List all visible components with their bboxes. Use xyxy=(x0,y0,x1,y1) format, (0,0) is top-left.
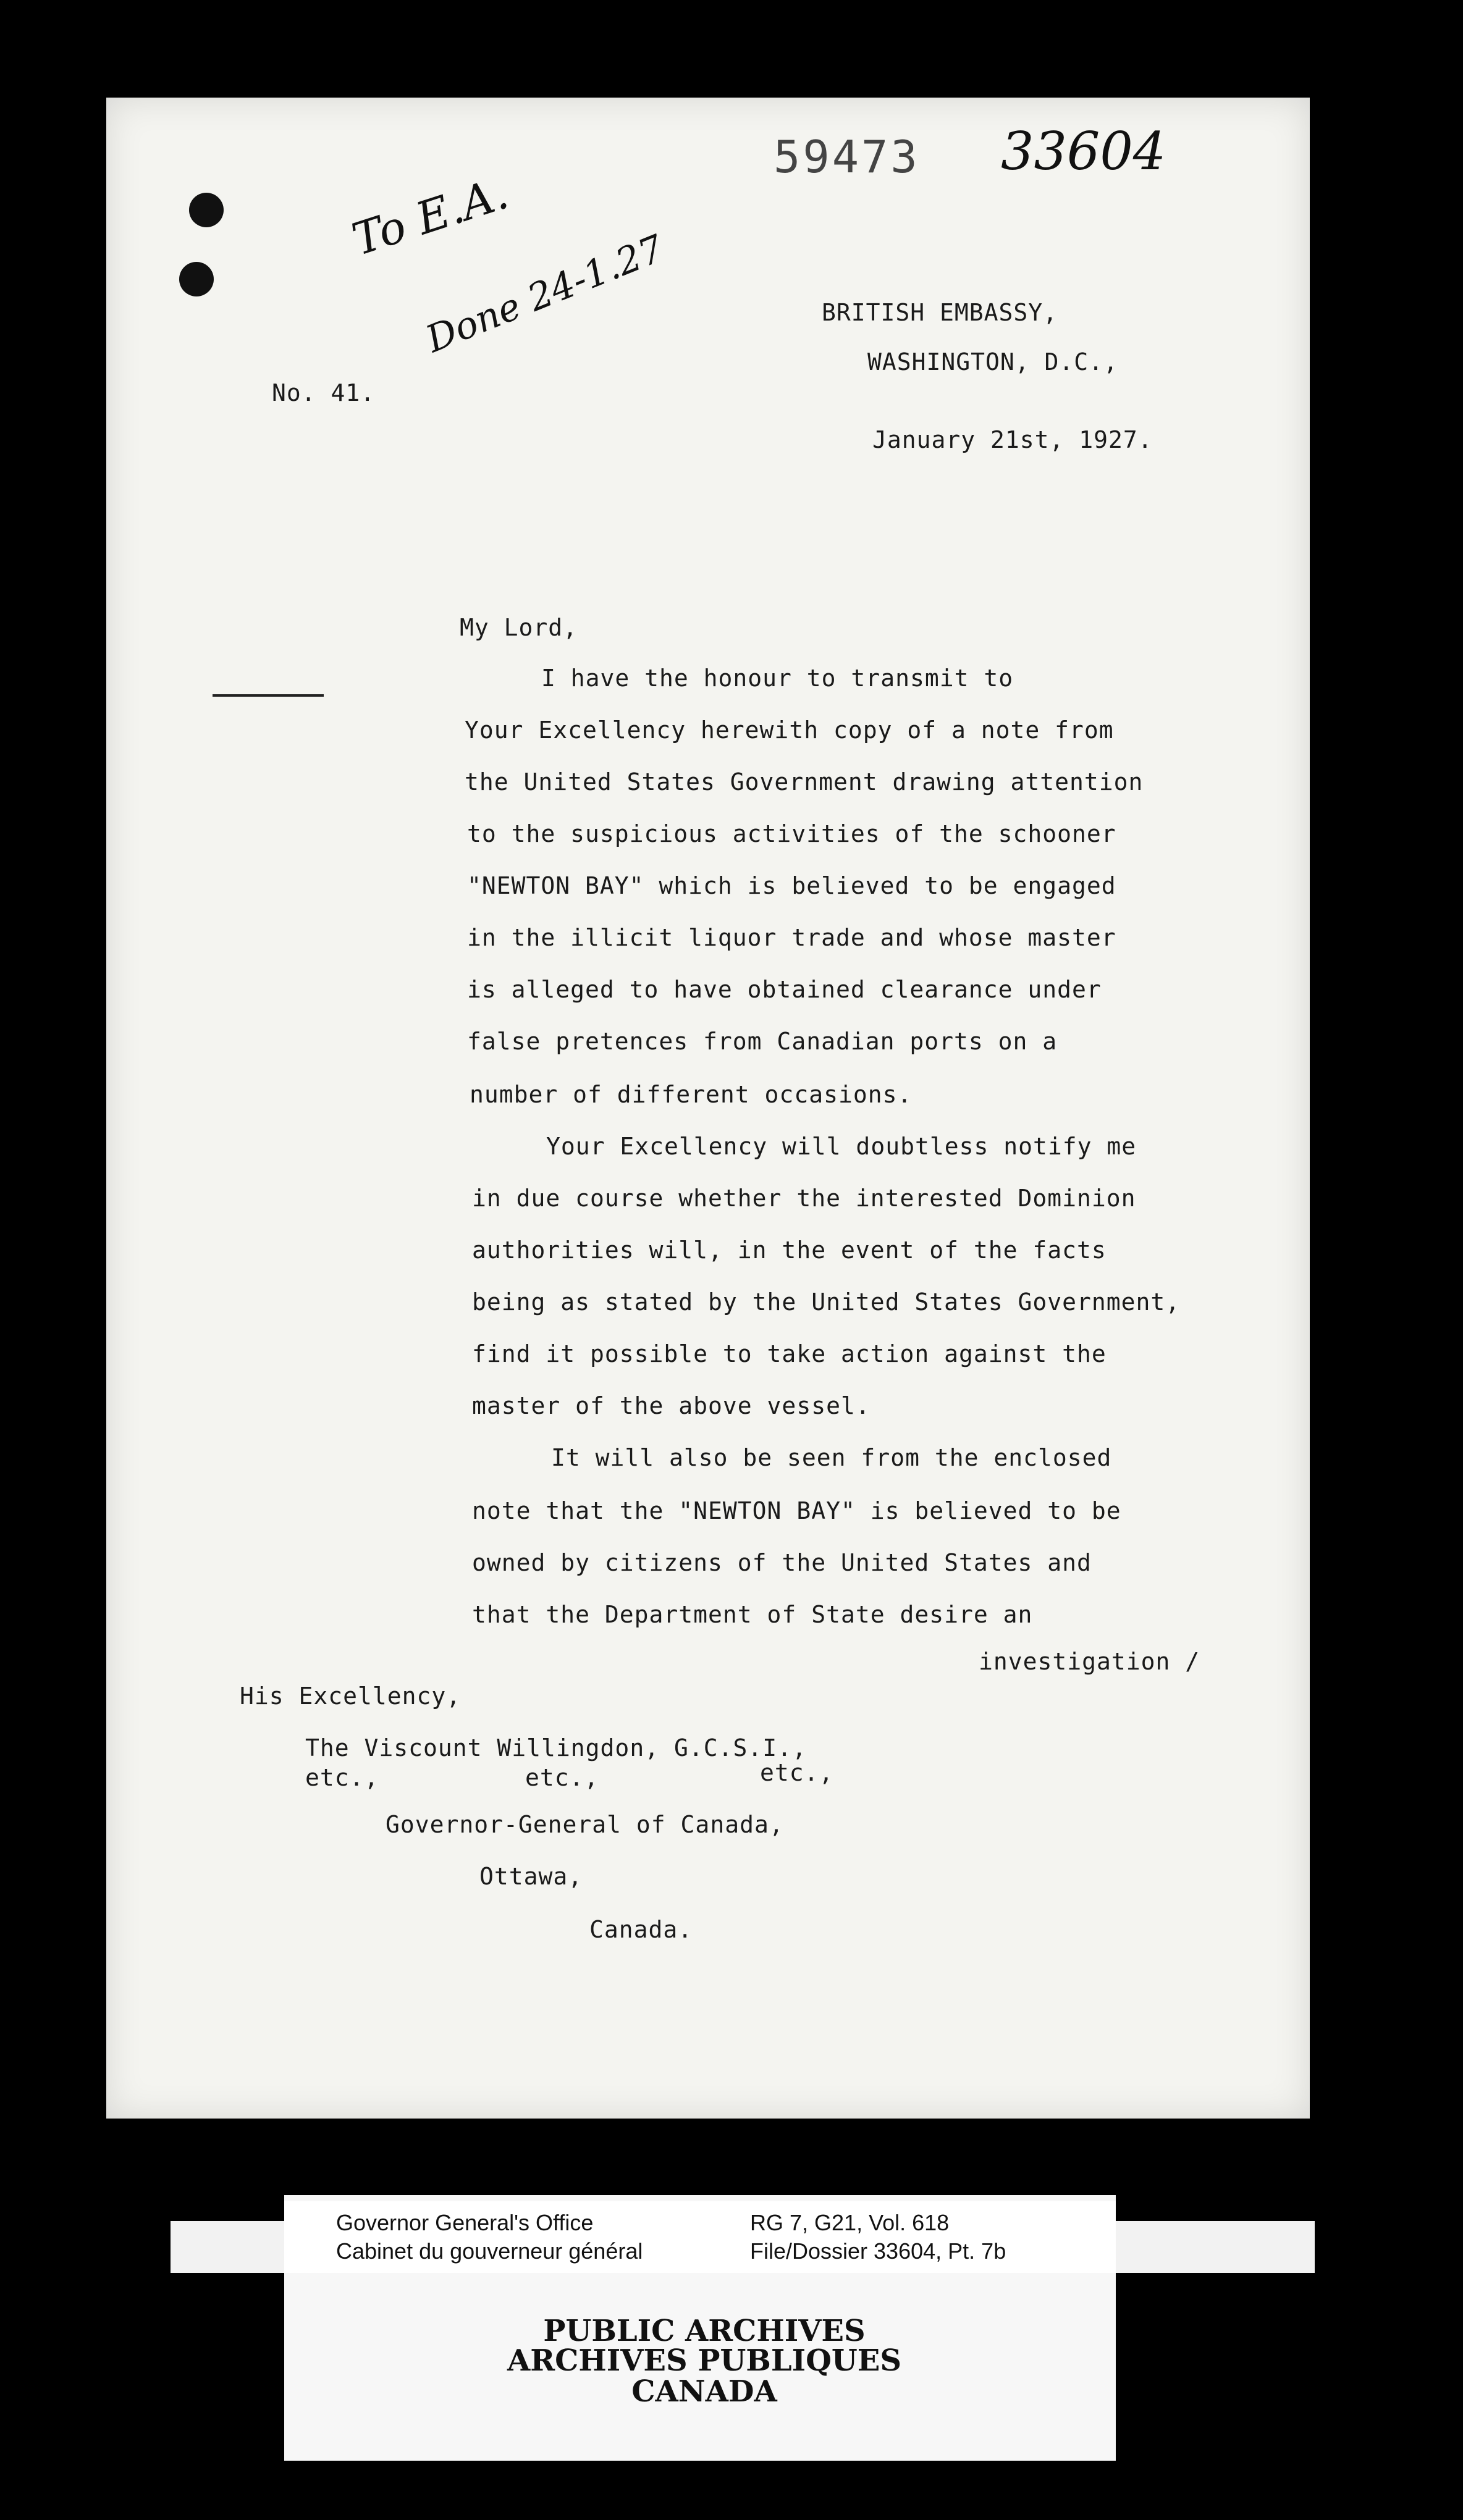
body-line: Your Excellency will doubtless notify me xyxy=(546,1133,1137,1160)
archives-title-en: PUBLIC ARCHIVES xyxy=(543,2314,866,2348)
addressee-office: Governor-General of Canada, xyxy=(386,1811,784,1838)
archive-file: File/Dossier 33604, Pt. 7b xyxy=(750,2238,1006,2264)
body-line: that the Department of State desire an xyxy=(472,1601,1033,1628)
body-line: the United States Government drawing attention xyxy=(465,768,1144,796)
handwritten-file-number: 33604 xyxy=(1001,121,1166,182)
body-line: to the suspicious activities of the schooner xyxy=(467,820,1116,847)
archive-office-fr: Cabinet du gouverneur général xyxy=(336,2238,643,2264)
addressee-name: The Viscount Willingdon, G.C.S.I., xyxy=(305,1734,807,1762)
salutation: My Lord, xyxy=(460,614,578,641)
addressee-country: Canada. xyxy=(589,1916,693,1943)
body-line: Your Excellency herewith copy of a note from xyxy=(465,716,1114,744)
body-line: note that the "NEWTON BAY" is believed to be xyxy=(472,1497,1121,1524)
punch-hole xyxy=(179,262,214,296)
handwritten-note-done: Done 24-1.27 xyxy=(420,227,670,361)
punch-hole xyxy=(189,193,224,227)
catchword: investigation / xyxy=(979,1648,1200,1675)
body-line: in due course whether the interested Dominion xyxy=(472,1185,1136,1212)
archives-title-fr: ARCHIVES PUBLIQUES xyxy=(507,2343,901,2378)
letter-date: January 21st, 1927. xyxy=(872,426,1153,453)
archive-reference: RG 7, G21, Vol. 618 xyxy=(750,2210,950,2235)
addressee-title: His Excellency, xyxy=(240,1682,462,1710)
addressee-city: Ottawa, xyxy=(479,1863,583,1890)
letter-number: No. 41. xyxy=(272,379,376,406)
body-line: authorities will, in the event of the facts xyxy=(472,1237,1107,1264)
archives-country: CANADA xyxy=(631,2374,777,2409)
body-line: is alleged to have obtained clearance under xyxy=(467,976,1102,1003)
handwritten-note-to: To E.A. xyxy=(346,166,515,266)
body-line: false pretences from Canadian ports on a xyxy=(467,1028,1058,1055)
body-line: being as stated by the United States Government, xyxy=(472,1288,1181,1316)
body-line: owned by citizens of the United States and xyxy=(472,1549,1092,1576)
body-line: I have the honour to transmit to xyxy=(541,665,1014,692)
sender-line-2: WASHINGTON, D.C., xyxy=(867,348,1118,376)
margin-rule xyxy=(213,694,324,697)
body-line: master of the above vessel. xyxy=(472,1392,871,1419)
body-line: "NEWTON BAY" which is believed to be engaged xyxy=(467,872,1116,899)
registry-stamp-number: 59473 xyxy=(774,131,920,183)
body-line: number of different occasions. xyxy=(470,1081,913,1108)
addressee-etc: etc., xyxy=(305,1764,379,1791)
addressee-etc: etc., xyxy=(760,1759,834,1786)
body-line: find it possible to take action against the xyxy=(472,1340,1107,1367)
addressee-etc: etc., xyxy=(525,1764,599,1791)
body-line: It will also be seen from the enclosed xyxy=(551,1444,1112,1471)
archive-office-en: Governor General's Office xyxy=(336,2210,594,2235)
body-line: in the illicit liquor trade and whose master xyxy=(467,924,1116,951)
sender-line-1: BRITISH EMBASSY, xyxy=(822,299,1058,326)
